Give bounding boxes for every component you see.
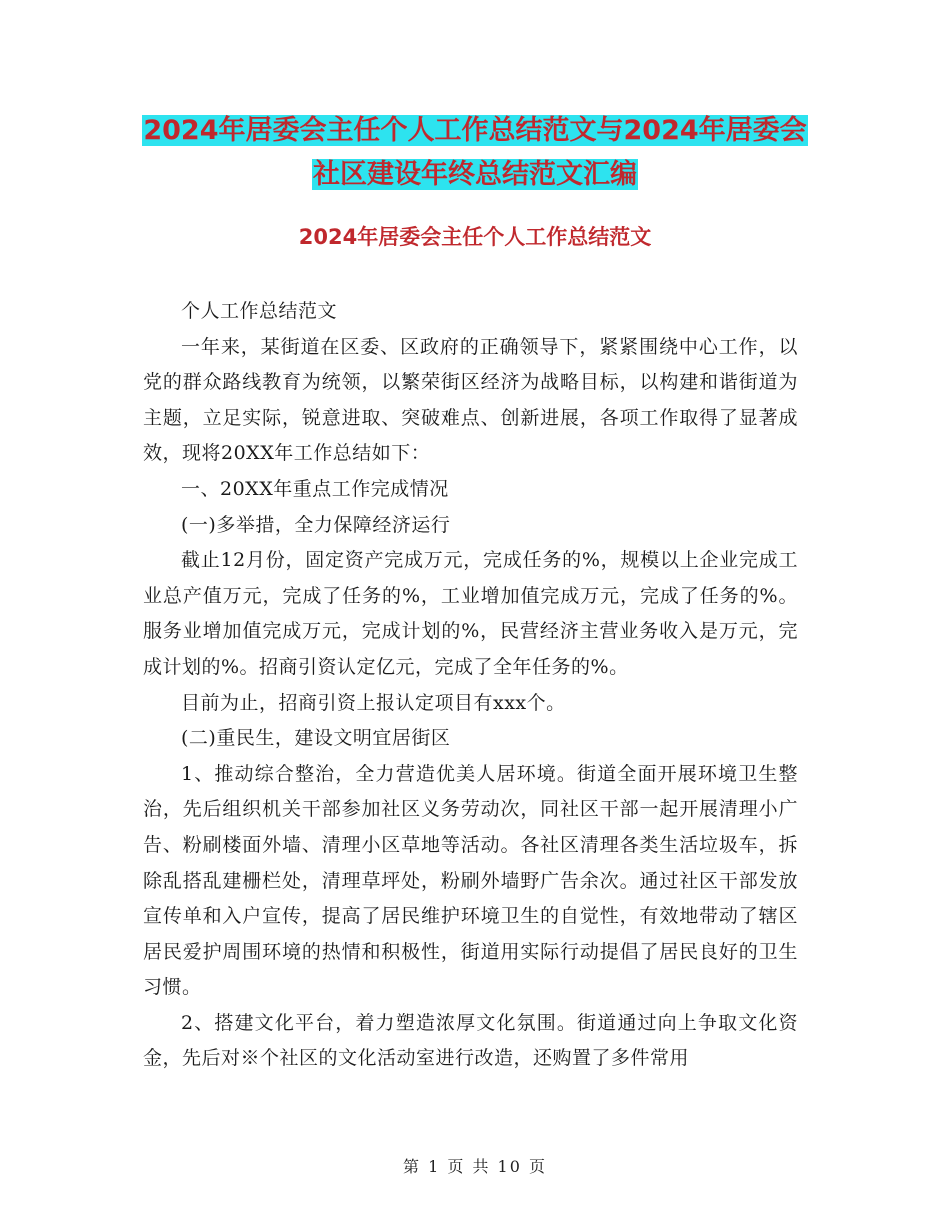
paragraph: (一)多举措，全力保障经济运行 bbox=[181, 513, 451, 536]
page-footer: 第 1 页 共 10 页 bbox=[403, 1157, 547, 1176]
paragraph: 一、20XX年重点工作完成情况 bbox=[181, 477, 449, 500]
document-title-line-2 bbox=[0, 156, 950, 194]
paragraph: 目前为止，招商引资上报认定项目有xxx个。 bbox=[181, 691, 566, 714]
paragraph: 截止12月份，固定资产完成万元，完成任务的%，规模以上企业完成工业总产值万元，完成了任务的%，工业增加值完成万元，完成了任务的%。服务业增加值完成万元，完成计划的%，民营经济主营业务收入是万元，完成计划的%。招商引资认定亿元，完成了全年任务的%。 bbox=[143, 549, 798, 678]
section-title: 2024年居委会主任个人工作总结范文 bbox=[298, 225, 652, 249]
document-title-line-1 bbox=[0, 112, 950, 150]
paragraph: 一年来，某街道在区委、区政府的正确领导下，紧紧围绕中心工作，以党的群众路线教育为统领，以繁荣街区经济为战略目标，以构建和谐街道为主题，立足实际，锐意进取、突破难点、创新进展，各项工作取得了显著成效，现将20XX年工作总结如下： bbox=[143, 335, 798, 465]
paragraph: (二)重民生，建设文明宜居街区 bbox=[181, 727, 451, 750]
paragraph: 个人工作总结范文 bbox=[181, 300, 338, 322]
paragraph: 1、推动综合整治，全力营造优美人居环境。街道全面开展环境卫生整治，先后组织机关干部参加社区义务劳动次，同社区干部一起开展清理小广告、粉刷楼面外墙、清理小区草地等活动。各社区清理各类生活垃圾车，拆除乱搭乱建栅栏处，清理草坪处，粉刷外墙野广告余次。通过社区干部发放宣传单和入户宣传，提高了居民维护环境卫生的自觉性，有效地带动了辖区居民爱护周围环境的热情和积极性，街道用实际行动提倡了居民良好的卫生习惯。 bbox=[143, 762, 798, 999]
document-body bbox=[143, 294, 798, 1077]
title-highlight: 2024年居委会主任个人工作总结范文与2024年居委会 bbox=[143, 115, 807, 146]
paragraph: 2、搭建文化平台，着力塑造浓厚文化氛围。街道通过向上争取文化资金，先后对※个社区的文化活动室进行改造，还购置了多件常用 bbox=[143, 1011, 798, 1070]
title-highlight: 社区建设年终总结范文汇编 bbox=[313, 159, 637, 190]
